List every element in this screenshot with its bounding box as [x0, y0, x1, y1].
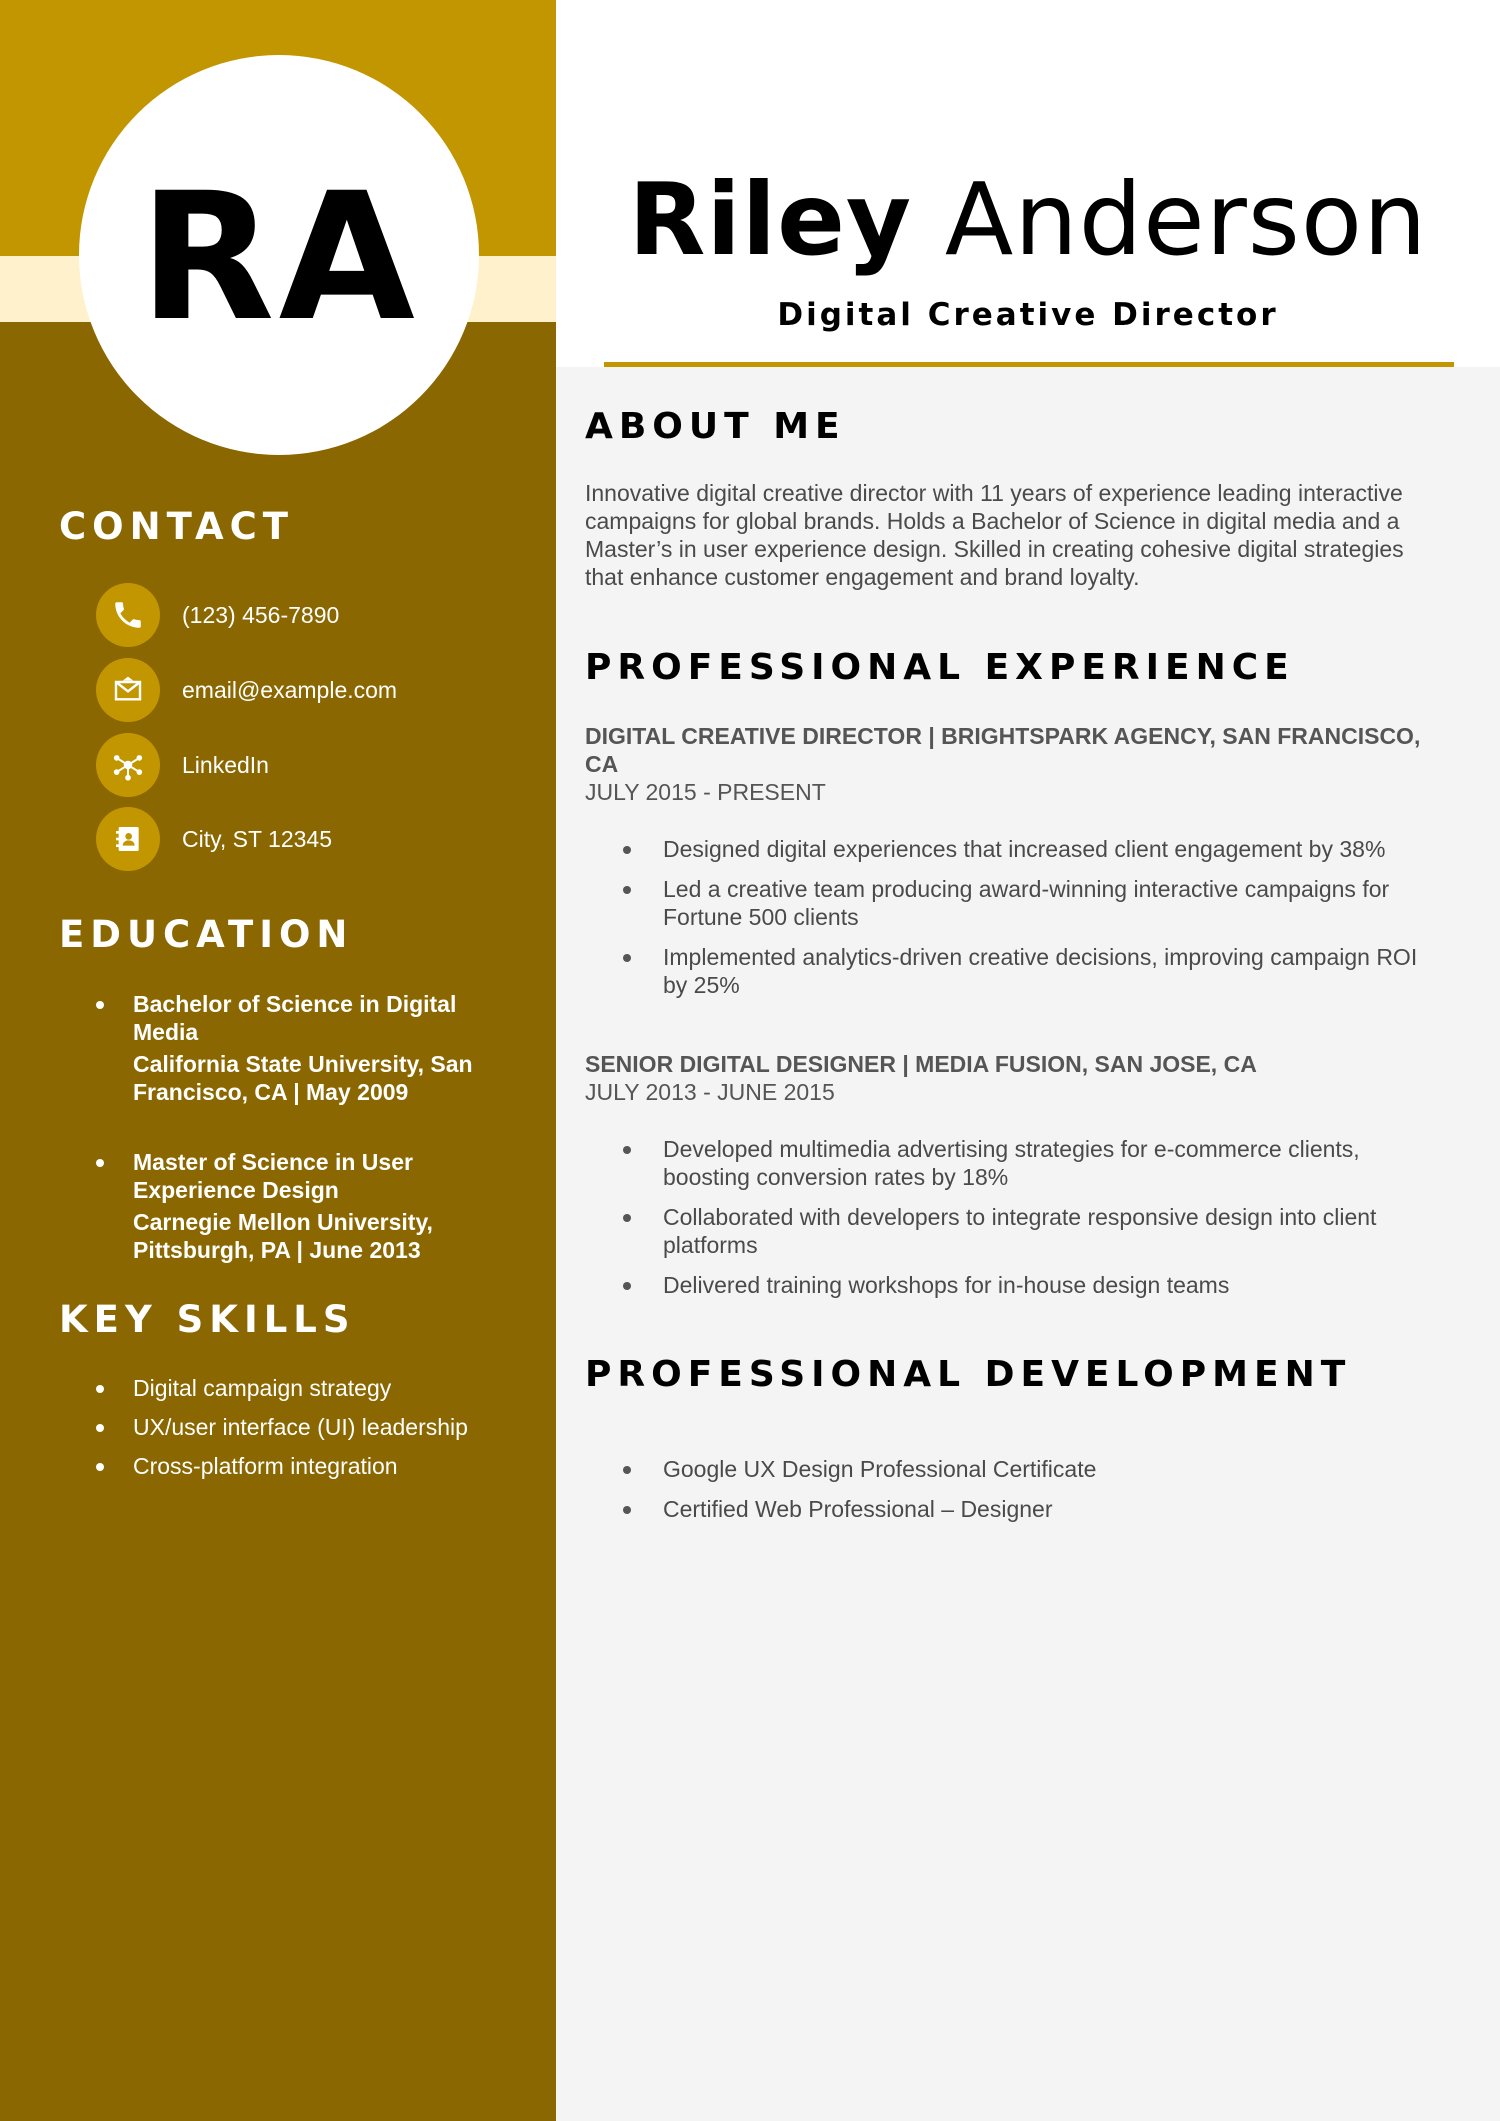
education-item	[96, 990, 516, 1106]
skill-item: Digital campaign strategy	[96, 1374, 468, 1402]
education-heading: EDUCATION	[59, 913, 354, 956]
development-item: Certified Web Professional – Designer	[623, 1495, 1443, 1523]
contact-email[interactable]	[96, 658, 397, 722]
candidate-name	[556, 161, 1500, 278]
job-bullet: Implemented analytics-driven creative decisions, improving campaign ROI by 25%	[623, 943, 1443, 999]
job-bullets	[623, 835, 1443, 1011]
last-name: Anderson	[944, 161, 1428, 278]
job-dates: JULY 2015 - PRESENT	[585, 779, 826, 805]
contact-linkedin[interactable]	[96, 733, 269, 797]
education-school: Carnegie Mellon University, Pittsburgh, PA | June 2013	[133, 1209, 433, 1263]
job-bullet: Designed digital experiences that increased client engagement by 38%	[623, 835, 1443, 863]
education-list	[96, 990, 516, 1306]
contact-linkedin-text: LinkedIn	[182, 751, 269, 778]
experience-heading: PROFESSIONAL EXPERIENCE	[585, 647, 1295, 688]
education-item	[96, 1148, 516, 1264]
contact-email-text: email@example.com	[182, 676, 398, 703]
about-text: Innovative digital creative director with 11 years of experience leading interactive campaigns for global brands. Holds a Bachelor of Science in digital media and a Master’s in user experience design. Skilled in creating cohesive digital strategies that enhance customer engagement and brand loyalty.	[585, 480, 1404, 590]
job-bullet: Developed multimedia advertising strategies for e-commerce clients, boosting conversion rates by 18%	[623, 1135, 1443, 1191]
envelope-icon	[96, 658, 160, 722]
job-title: Digital Creative Director	[777, 297, 1279, 333]
contact-address-text: City, ST 12345	[182, 825, 333, 852]
job-title-company: DIGITAL CREATIVE DIRECTOR | BRIGHTSPARK AGENCY, SAN FRANCISCO, CA	[585, 723, 1421, 777]
skill-item: UX/user interface (UI) leadership	[96, 1413, 468, 1441]
header-divider	[604, 362, 1454, 367]
contact-address	[96, 807, 332, 871]
phone-icon	[96, 583, 160, 647]
job-title-company: SENIOR DIGITAL DESIGNER | MEDIA FUSION, SAN JOSE, CA	[585, 1051, 1257, 1077]
monogram-initials: RA	[139, 155, 419, 360]
contact-phone	[96, 583, 339, 647]
education-school: California State University, San Francisco, CA | May 2009	[133, 1051, 473, 1105]
skills-heading: KEY SKILLS	[59, 1298, 356, 1341]
contact-heading: CONTACT	[59, 505, 294, 548]
development-item: Google UX Design Professional Certificate	[623, 1455, 1443, 1483]
education-degree: Bachelor of Science in Digital Media	[133, 991, 457, 1045]
skill-item: Cross-platform integration	[96, 1452, 468, 1480]
about-heading: ABOUT ME	[585, 406, 846, 447]
education-degree: Master of Science in User Experience Design	[133, 1149, 413, 1203]
job-bullet: Collaborated with developers to integrate responsive design into client platforms	[623, 1203, 1443, 1259]
skills-list	[96, 1374, 468, 1491]
job-bullets	[623, 1135, 1443, 1311]
job-bullet: Led a creative team producing award-winning interactive campaigns for Fortune 500 clients	[623, 875, 1443, 931]
contact-phone-text: (123) 456-7890	[182, 601, 340, 628]
monogram-circle	[79, 55, 479, 455]
job-bullet: Delivered training workshops for in-house design teams	[623, 1271, 1443, 1299]
address-book-icon	[96, 807, 160, 871]
development-list	[623, 1455, 1443, 1535]
job-dates: JULY 2013 - JUNE 2015	[585, 1079, 835, 1105]
network-icon	[96, 733, 160, 797]
development-heading: PROFESSIONAL DEVELOPMENT	[585, 1354, 1352, 1395]
first-name: Riley	[628, 161, 913, 278]
